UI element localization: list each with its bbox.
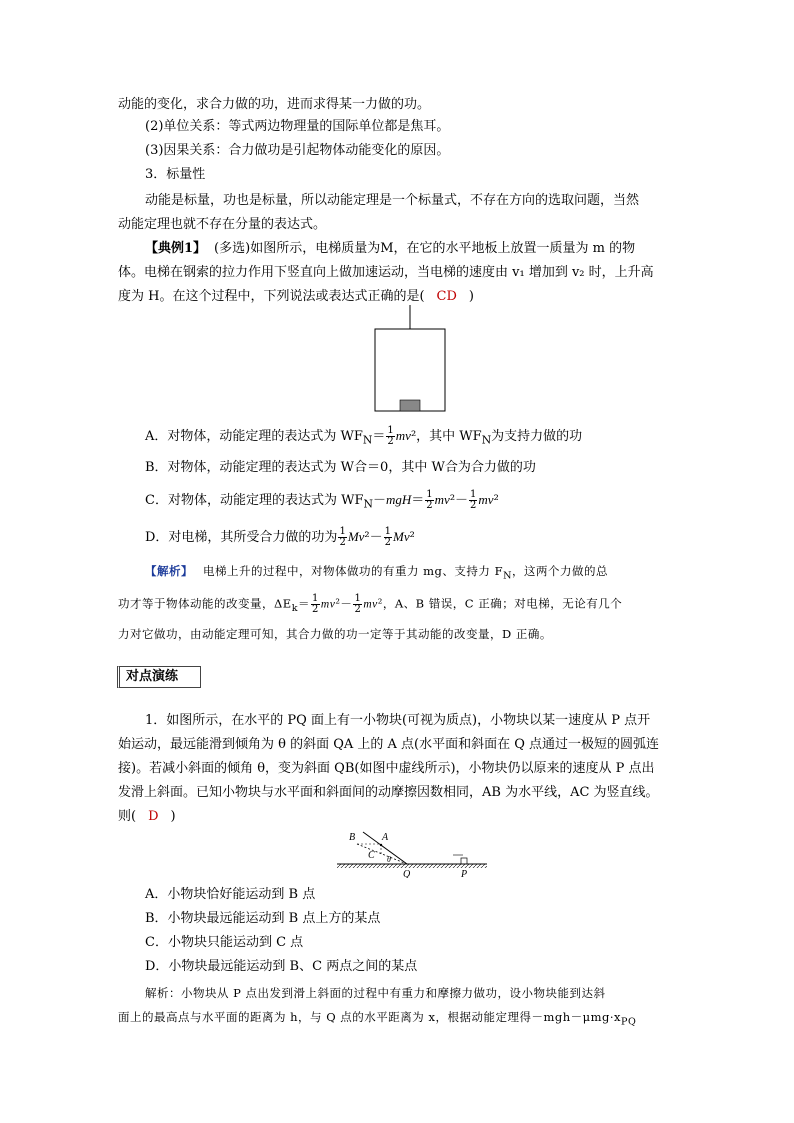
- analysis-text: ，这两个力做的总: [511, 564, 608, 578]
- label-c: C: [368, 850, 375, 861]
- example-line: [145, 240, 635, 258]
- small-block: [461, 858, 467, 864]
- analysis-text: 功才等于物体动能的改变量，ΔE: [118, 596, 292, 611]
- example-text: ): [468, 289, 474, 304]
- problem-text: 则(: [118, 809, 137, 824]
- answer-text: CD: [436, 289, 457, 304]
- example-label: 【典例1】: [145, 241, 207, 256]
- ground-hatch: [337, 864, 487, 868]
- option-d: D．对电梯，其所受合力做的功为 $\frac{1}{2}$ Mv²－ $\frac{1}{2}$ Mv²: [145, 526, 415, 548]
- analysis-subscript: PQ: [621, 1016, 637, 1028]
- problem-line: [118, 808, 176, 826]
- elevator-figure: [370, 305, 450, 415]
- option-text: 为支持力做的功: [491, 429, 583, 444]
- option-text: D．对电梯，其所受合力做的功为: [145, 530, 338, 545]
- option-b: B．小物块最远能运动到 B 点上方的某点: [145, 911, 381, 926]
- problem-line: 发滑上斜面。已知小物块与水平面和斜面间的动摩擦因数相同，AB 为水平线，AC 为竖直线。: [118, 785, 659, 800]
- text-line: 动能是标量，功也是标量，所以动能定理是一个标量式，不存在方向的选取问题，当然: [145, 193, 640, 208]
- analysis-line: 力对它做功，由动能定理可知，其合力做的功一定等于其动能的改变量，D 正确。: [118, 627, 552, 641]
- label-p: P: [461, 869, 468, 878]
- option-d: D．小物块最远能运动到 B、C 两点之间的某点: [145, 959, 418, 974]
- analysis-label: 【解析】: [145, 564, 193, 578]
- analysis-line: [118, 1008, 636, 1031]
- problem-line: 接)。若减小斜面的倾角 θ，变为斜面 QB(如图中虚线所示)，小物块仍以原来的速度从 P 点出: [118, 761, 655, 776]
- answer-text: D: [148, 809, 159, 824]
- text-line: (3)因果关系：合力做功是引起物体动能变化的原因。: [145, 143, 450, 158]
- problem-line: 1．如图所示，在水平的 PQ 面上有一小物块(可视为质点)，小物块以某一速度从 P 点开: [145, 713, 651, 728]
- point-a: [380, 844, 382, 846]
- label-theta: θ: [387, 855, 391, 864]
- option-text: C．对物体，动能定理的表达式为 WF: [145, 493, 364, 508]
- text-line: 动能的变化，求合力做的功，进而求得某一力做的功。: [118, 97, 431, 112]
- analysis-text: ，A、B 错误，C 正确；对电梯，无论有几个: [382, 596, 623, 611]
- block: [400, 400, 420, 411]
- option-c: C．对物体，动能定理的表达式为 $WF_N-mgH=$ $\frac{1}{2}$ mv²－ $\frac{1}{2}$ mv²: [145, 489, 499, 511]
- analysis-line: 【解析】 电梯上升的过程中，对物体做功的有重力 mg、支持力 $F_N$，这两个力做的总: [145, 564, 608, 582]
- option-a: A．对物体，动能定理的表达式为 $WF_N=$ $\frac{1}{2}$ mv²，其中 $WF_N$为支持力做的功: [145, 425, 583, 447]
- label-b: B: [349, 832, 356, 843]
- section-title: 对点演练: [126, 669, 179, 684]
- label-a: A: [382, 832, 389, 843]
- option-text: A．对物体，动能定理的表达式为 WF: [145, 429, 363, 444]
- heading-scalar: 3．标量性: [145, 167, 206, 182]
- example-text: 度为 H。在这个过程中，下列说法或表达式正确的是(: [118, 289, 425, 304]
- analysis-text: 面上的最高点与水平面的距离为 h，与 Q 点的水平距离为 x，根据动能定理得－mgh－μmg·x: [118, 1010, 621, 1024]
- label-q: Q: [403, 869, 411, 878]
- option-a: A．小物块恰好能运动到 B 点: [145, 887, 316, 902]
- analysis-text: 电梯上升的过程中，对物体做功的有重力 mg、支持力 F: [203, 564, 504, 578]
- analysis-line: 解析：小物块从 P 点出发到滑上斜面的过程中有重力和摩擦力做功，设小物块能到达斜: [145, 986, 606, 1000]
- option-text: ，其中 WF: [416, 429, 482, 444]
- section-header: [117, 666, 201, 688]
- example-line: [118, 288, 474, 306]
- incline-figure: [335, 826, 490, 878]
- slope-qb: [357, 844, 407, 864]
- example-line: 体。电梯在钢索的拉力作用下竖直向上做加速运动，当电梯的速度由 v₁ 增加到 v₂ 时，上升高: [118, 265, 654, 280]
- problem-text: ): [170, 809, 176, 824]
- option-b: B．对物体，动能定理的表达式为 W合＝0，其中 W合为合力做的功: [145, 460, 536, 475]
- elevator-box: [375, 329, 445, 411]
- text-line: (2)单位关系：等式两边物理量的国际单位都是焦耳。: [145, 119, 450, 134]
- text-line: 动能定理也就不存在分量的表达式。: [118, 217, 327, 232]
- analysis-line: 功才等于物体动能的改变量，$\Delta E_k=$ $\frac{1}{2}$ mv²－ $\frac{1}{2}$ mv²，A、B 错误，C 正确；对电梯，无论有几个: [118, 593, 623, 615]
- problem-line: 始运动，最远能滑到倾角为 θ 的斜面 QA 上的 A 点(水平面和斜面在 Q 点通过一极短的圆弧连: [118, 737, 660, 752]
- example-text: (多选)如图所示，电梯质量为M，在它的水平地板上放置一质量为 m 的物: [214, 241, 636, 256]
- option-c: C．小物块只能运动到 C 点: [145, 935, 304, 950]
